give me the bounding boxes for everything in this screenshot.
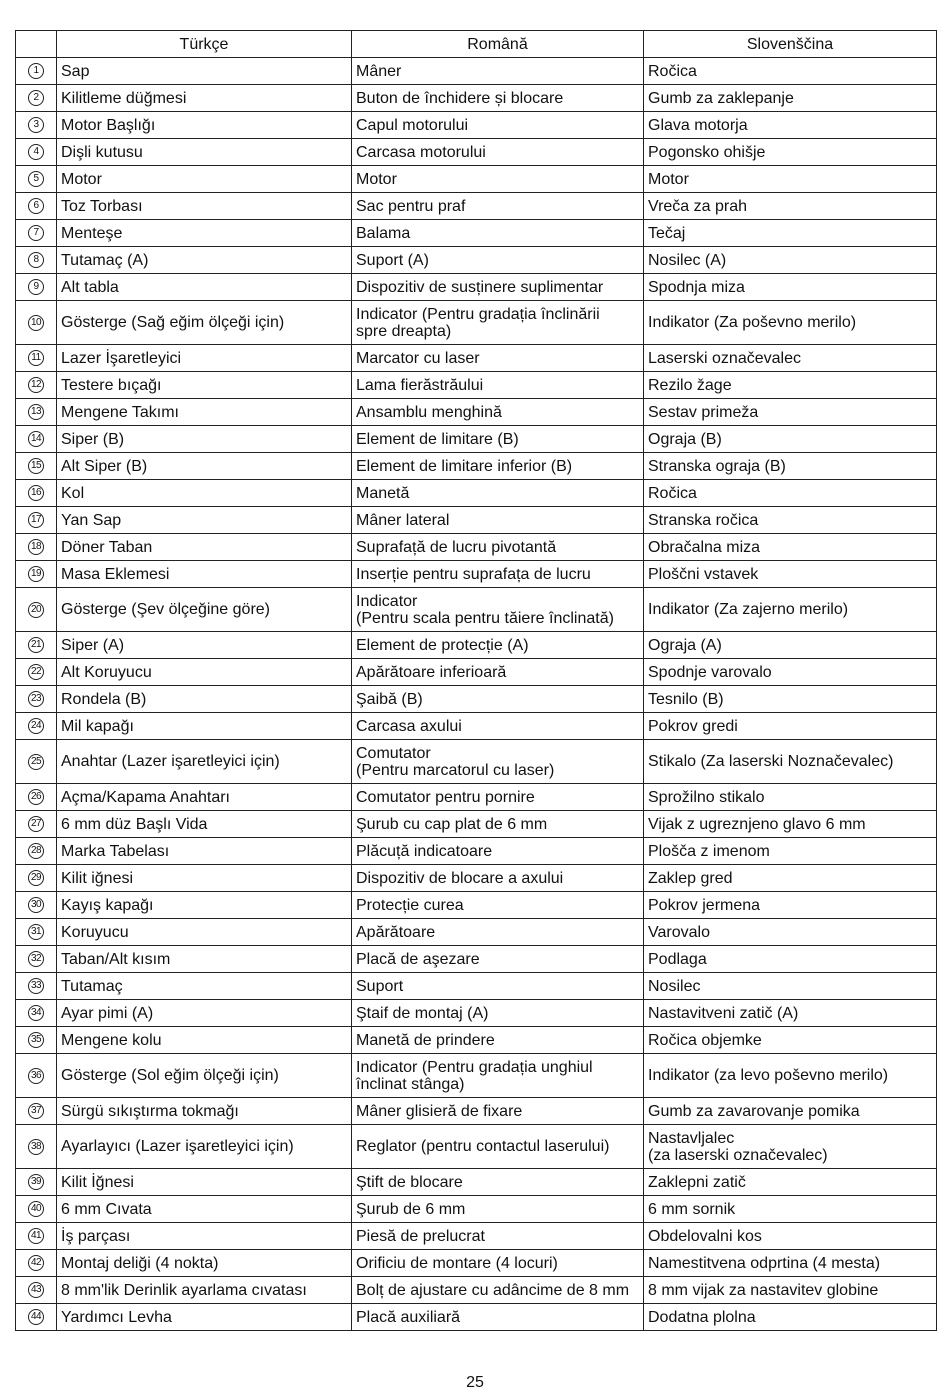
- table-row: [16, 1098, 937, 1125]
- slovenian-name: Podlaga: [644, 946, 937, 973]
- table-row: [16, 345, 937, 372]
- romanian-name: Dispozitiv de susținere suplimentar: [352, 274, 644, 301]
- turkish-name: Lazer İşaretleyici: [57, 345, 352, 372]
- item-number: 39: [28, 1174, 44, 1190]
- romanian-name: Piesă de prelucrat: [352, 1223, 644, 1250]
- romanian-name: Plăcuță indicatoare: [352, 838, 644, 865]
- table-row: [16, 534, 937, 561]
- slovenian-name: 8 mm vijak za nastavitev globine: [644, 1277, 937, 1304]
- item-number-cell: [16, 85, 57, 112]
- romanian-name: Apărătoare: [352, 919, 644, 946]
- table-row: [16, 561, 937, 588]
- item-number: 16: [28, 485, 44, 501]
- turkish-name: Taban/Alt kısım: [57, 946, 352, 973]
- table-row: [16, 1304, 937, 1331]
- item-number-cell: [16, 534, 57, 561]
- romanian-name: Balama: [352, 220, 644, 247]
- slovenian-name: Nastavljalec (za laserski označevalec): [644, 1125, 937, 1169]
- romanian-name: Protecție curea: [352, 892, 644, 919]
- romanian-name: Dispozitiv de blocare a axului: [352, 865, 644, 892]
- turkish-name: Ayarlayıcı (Lazer işaretleyici için): [57, 1125, 352, 1169]
- item-number-cell: [16, 112, 57, 139]
- slovenian-name: Laserski označevalec: [644, 345, 937, 372]
- slovenian-name: Gumb za zavarovanje pomika: [644, 1098, 937, 1125]
- slovenian-name: Tečaj: [644, 220, 937, 247]
- table-row: [16, 811, 937, 838]
- turkish-name: Koruyucu: [57, 919, 352, 946]
- slovenian-name: Indikator (Za zajerno merilo): [644, 588, 937, 632]
- item-number: 21: [28, 637, 44, 653]
- romanian-name: Indicator (Pentru gradația înclinării spre dreapta): [352, 301, 644, 345]
- turkish-name: Siper (A): [57, 632, 352, 659]
- item-number-cell: [16, 1098, 57, 1125]
- item-number: 10: [28, 315, 44, 331]
- table-row: [16, 166, 937, 193]
- item-number-cell: [16, 588, 57, 632]
- romanian-name: Capul motorului: [352, 112, 644, 139]
- item-number-cell: [16, 399, 57, 426]
- table-row: [16, 247, 937, 274]
- slovenian-name: Varovalo: [644, 919, 937, 946]
- romanian-name: Comutator (Pentru marcatorul cu laser): [352, 740, 644, 784]
- item-number: 23: [28, 691, 44, 707]
- table-row: [16, 1054, 937, 1098]
- slovenian-name: Nosilec (A): [644, 247, 937, 274]
- item-number-cell: [16, 946, 57, 973]
- table-row: [16, 399, 937, 426]
- romanian-name: Bolț de ajustare cu adâncime de 8 mm: [352, 1277, 644, 1304]
- header-turkish: Türkçe: [57, 31, 352, 58]
- item-number: 29: [28, 870, 44, 886]
- item-number-cell: [16, 838, 57, 865]
- table-row: [16, 1169, 937, 1196]
- item-number-cell: [16, 453, 57, 480]
- item-number: 28: [28, 843, 44, 859]
- slovenian-name: Stikalo (Za laserski Noznačevalec): [644, 740, 937, 784]
- romanian-name: Indicator (Pentru scala pentru tăiere înclinată): [352, 588, 644, 632]
- turkish-name: Rondela (B): [57, 686, 352, 713]
- turkish-name: Testere bıçağı: [57, 372, 352, 399]
- turkish-name: İş parçası: [57, 1223, 352, 1250]
- item-number: 30: [28, 897, 44, 913]
- item-number: 43: [28, 1282, 44, 1298]
- romanian-name: Marcator cu laser: [352, 345, 644, 372]
- slovenian-name: Indikator (Za poševno merilo): [644, 301, 937, 345]
- turkish-name: Montaj deliği (4 nokta): [57, 1250, 352, 1277]
- turkish-name: Alt Koruyucu: [57, 659, 352, 686]
- item-number: 15: [28, 458, 44, 474]
- item-number: 27: [28, 816, 44, 832]
- item-number: 33: [28, 978, 44, 994]
- romanian-name: Element de limitare inferior (B): [352, 453, 644, 480]
- slovenian-name: Pogonsko ohišje: [644, 139, 937, 166]
- slovenian-name: Gumb za zaklepanje: [644, 85, 937, 112]
- item-number: 19: [28, 566, 44, 582]
- turkish-name: 8 mm'lik Derinlik ayarlama cıvatası: [57, 1277, 352, 1304]
- romanian-name: Carcasa axului: [352, 713, 644, 740]
- item-number-cell: [16, 274, 57, 301]
- slovenian-name: Nosilec: [644, 973, 937, 1000]
- turkish-name: Ayar pimi (A): [57, 1000, 352, 1027]
- table-row: [16, 372, 937, 399]
- slovenian-name: Vreča za prah: [644, 193, 937, 220]
- table-row: [16, 659, 937, 686]
- turkish-name: Tutamaç (A): [57, 247, 352, 274]
- item-number-cell: [16, 1054, 57, 1098]
- item-number-cell: [16, 740, 57, 784]
- item-number-cell: [16, 811, 57, 838]
- romanian-name: Placă auxiliară: [352, 1304, 644, 1331]
- item-number: 1: [28, 63, 44, 79]
- item-number-cell: [16, 1250, 57, 1277]
- romanian-name: Şaibă (B): [352, 686, 644, 713]
- table-row: [16, 1250, 937, 1277]
- table-row: [16, 139, 937, 166]
- item-number: 7: [28, 225, 44, 241]
- item-number: 41: [28, 1228, 44, 1244]
- item-number: 37: [28, 1103, 44, 1119]
- romanian-name: Orificiu de montare (4 locuri): [352, 1250, 644, 1277]
- turkish-name: Mil kapağı: [57, 713, 352, 740]
- slovenian-name: Spodnja miza: [644, 274, 937, 301]
- romanian-name: Suprafață de lucru pivotantă: [352, 534, 644, 561]
- slovenian-name: Spodnje varovalo: [644, 659, 937, 686]
- table-row: [16, 973, 937, 1000]
- item-number-cell: [16, 58, 57, 85]
- item-number-cell: [16, 919, 57, 946]
- table-row: [16, 480, 937, 507]
- table-row: [16, 1196, 937, 1223]
- slovenian-name: Ograja (B): [644, 426, 937, 453]
- table-row: [16, 85, 937, 112]
- turkish-name: Alt tabla: [57, 274, 352, 301]
- header-romanian: Română: [352, 31, 644, 58]
- slovenian-name: Ročica: [644, 480, 937, 507]
- romanian-name: Inserție pentru suprafața de lucru: [352, 561, 644, 588]
- item-number: 12: [28, 377, 44, 393]
- table-row: [16, 946, 937, 973]
- slovenian-name: Obračalna miza: [644, 534, 937, 561]
- item-number-cell: [16, 1223, 57, 1250]
- romanian-name: Suport: [352, 973, 644, 1000]
- turkish-name: Motor Başlığı: [57, 112, 352, 139]
- item-number-cell: [16, 659, 57, 686]
- item-number: 17: [28, 512, 44, 528]
- turkish-name: Dişli kutusu: [57, 139, 352, 166]
- parts-table: [15, 30, 937, 1331]
- table-row: [16, 919, 937, 946]
- turkish-name: Kilit İğnesi: [57, 1169, 352, 1196]
- table-row: [16, 112, 937, 139]
- item-number-cell: [16, 561, 57, 588]
- slovenian-name: Vijak z ugreznjeno glavo 6 mm: [644, 811, 937, 838]
- turkish-name: Anahtar (Lazer işaretleyici için): [57, 740, 352, 784]
- table-row: [16, 713, 937, 740]
- item-number: 36: [28, 1068, 44, 1084]
- slovenian-name: Zaklep gred: [644, 865, 937, 892]
- romanian-name: Carcasa motorului: [352, 139, 644, 166]
- item-number-cell: [16, 865, 57, 892]
- item-number: 42: [28, 1255, 44, 1271]
- turkish-name: Motor: [57, 166, 352, 193]
- romanian-name: Motor: [352, 166, 644, 193]
- slovenian-name: Sprožilno stikalo: [644, 784, 937, 811]
- table-row: [16, 740, 937, 784]
- romanian-name: Şurub cu cap plat de 6 mm: [352, 811, 644, 838]
- table-row: [16, 865, 937, 892]
- slovenian-name: 6 mm sornik: [644, 1196, 937, 1223]
- item-number-cell: [16, 1196, 57, 1223]
- item-number-cell: [16, 247, 57, 274]
- item-number: 31: [28, 924, 44, 940]
- item-number: 5: [28, 171, 44, 187]
- item-number-cell: [16, 372, 57, 399]
- turkish-name: Gösterge (Şev ölçeğine göre): [57, 588, 352, 632]
- turkish-name: Mengene Takımı: [57, 399, 352, 426]
- slovenian-name: Stranska ograja (B): [644, 453, 937, 480]
- page-number: 25: [466, 1374, 484, 1391]
- item-number-cell: [16, 166, 57, 193]
- romanian-name: Element de limitare (B): [352, 426, 644, 453]
- romanian-name: Ansamblu menghină: [352, 399, 644, 426]
- romanian-name: Manetă de prindere: [352, 1027, 644, 1054]
- turkish-name: Gösterge (Sağ eğim ölçeği için): [57, 301, 352, 345]
- table-row: [16, 301, 937, 345]
- turkish-name: Yardımcı Levha: [57, 1304, 352, 1331]
- item-number-cell: [16, 480, 57, 507]
- item-number-cell: [16, 345, 57, 372]
- item-number-cell: [16, 1027, 57, 1054]
- item-number-cell: [16, 301, 57, 345]
- table-row: [16, 1125, 937, 1169]
- item-number: 8: [28, 252, 44, 268]
- table-row: [16, 453, 937, 480]
- item-number: 40: [28, 1201, 44, 1217]
- romanian-name: Reglator (pentru contactul laserului): [352, 1125, 644, 1169]
- item-number: 26: [28, 789, 44, 805]
- romanian-name: Manetă: [352, 480, 644, 507]
- item-number: 13: [28, 404, 44, 420]
- table-row: [16, 686, 937, 713]
- turkish-name: 6 mm düz Başlı Vida: [57, 811, 352, 838]
- item-number-cell: [16, 892, 57, 919]
- slovenian-name: Ročica objemke: [644, 1027, 937, 1054]
- item-number: 20: [28, 602, 44, 618]
- romanian-name: Şurub de 6 mm: [352, 1196, 644, 1223]
- slovenian-name: Glava motorja: [644, 112, 937, 139]
- turkish-name: 6 mm Cıvata: [57, 1196, 352, 1223]
- slovenian-name: Pokrov jermena: [644, 892, 937, 919]
- slovenian-name: Ploščni vstavek: [644, 561, 937, 588]
- item-number: 14: [28, 431, 44, 447]
- slovenian-name: Nastavitveni zatič (A): [644, 1000, 937, 1027]
- romanian-name: Ştaif de montaj (A): [352, 1000, 644, 1027]
- turkish-name: Marka Tabelası: [57, 838, 352, 865]
- turkish-name: Döner Taban: [57, 534, 352, 561]
- item-number: 44: [28, 1309, 44, 1325]
- slovenian-name: Ročica: [644, 58, 937, 85]
- turkish-name: Tutamaç: [57, 973, 352, 1000]
- turkish-name: Sürgü sıkıştırma tokmağı: [57, 1098, 352, 1125]
- romanian-name: Indicator (Pentru gradația unghiul înclinat stânga): [352, 1054, 644, 1098]
- item-number-cell: [16, 139, 57, 166]
- romanian-name: Ştift de blocare: [352, 1169, 644, 1196]
- slovenian-name: Obdelovalni kos: [644, 1223, 937, 1250]
- romanian-name: Mâner glisieră de fixare: [352, 1098, 644, 1125]
- table-row: [16, 507, 937, 534]
- table-row: [16, 1223, 937, 1250]
- table-row: [16, 892, 937, 919]
- romanian-name: Mâner: [352, 58, 644, 85]
- item-number: 6: [28, 198, 44, 214]
- table-row: [16, 220, 937, 247]
- item-number: 25: [28, 754, 44, 770]
- table-row: [16, 784, 937, 811]
- turkish-name: Menteşe: [57, 220, 352, 247]
- item-number-cell: [16, 220, 57, 247]
- turkish-name: Kol: [57, 480, 352, 507]
- romanian-name: Buton de închidere și blocare: [352, 85, 644, 112]
- slovenian-name: Stranska ročica: [644, 507, 937, 534]
- slovenian-name: Ograja (A): [644, 632, 937, 659]
- turkish-name: Gösterge (Sol eğim ölçeği için): [57, 1054, 352, 1098]
- romanian-name: Lama fierăstrăului: [352, 372, 644, 399]
- item-number: 24: [28, 718, 44, 734]
- slovenian-name: Plošča z imenom: [644, 838, 937, 865]
- table-row: [16, 838, 937, 865]
- item-number-cell: [16, 1125, 57, 1169]
- item-number-cell: [16, 1000, 57, 1027]
- item-number: 38: [28, 1139, 44, 1155]
- turkish-name: Alt Siper (B): [57, 453, 352, 480]
- table-row: [16, 426, 937, 453]
- slovenian-name: Sestav primeža: [644, 399, 937, 426]
- item-number-cell: [16, 1169, 57, 1196]
- slovenian-name: Indikator (za levo poševno merilo): [644, 1054, 937, 1098]
- romanian-name: Comutator pentru pornire: [352, 784, 644, 811]
- item-number: 35: [28, 1032, 44, 1048]
- slovenian-name: Dodatna plolna: [644, 1304, 937, 1331]
- romanian-name: Element de protecție (A): [352, 632, 644, 659]
- item-number-cell: [16, 507, 57, 534]
- romanian-name: Placă de aşezare: [352, 946, 644, 973]
- item-number-cell: [16, 426, 57, 453]
- item-number-cell: [16, 1277, 57, 1304]
- romanian-name: Suport (A): [352, 247, 644, 274]
- item-number: 32: [28, 951, 44, 967]
- slovenian-name: Tesnilo (B): [644, 686, 937, 713]
- table-row: [16, 274, 937, 301]
- item-number-cell: [16, 713, 57, 740]
- item-number-cell: [16, 632, 57, 659]
- item-number: 2: [28, 90, 44, 106]
- header-number-cell: [16, 31, 57, 58]
- item-number-cell: [16, 784, 57, 811]
- slovenian-name: Namestitvena odprtina (4 mesta): [644, 1250, 937, 1277]
- slovenian-name: Zaklepni zatič: [644, 1169, 937, 1196]
- table-row: [16, 193, 937, 220]
- item-number-cell: [16, 193, 57, 220]
- item-number-cell: [16, 686, 57, 713]
- turkish-name: Kilit iğnesi: [57, 865, 352, 892]
- turkish-name: Masa Eklemesi: [57, 561, 352, 588]
- table-row: [16, 1027, 937, 1054]
- turkish-name: Mengene kolu: [57, 1027, 352, 1054]
- item-number: 9: [28, 279, 44, 295]
- item-number: 3: [28, 117, 44, 133]
- table-row: [16, 588, 937, 632]
- slovenian-name: Rezilo žage: [644, 372, 937, 399]
- turkish-name: Yan Sap: [57, 507, 352, 534]
- item-number: 11: [28, 350, 44, 366]
- turkish-name: Siper (B): [57, 426, 352, 453]
- slovenian-name: Pokrov gredi: [644, 713, 937, 740]
- turkish-name: Sap: [57, 58, 352, 85]
- slovenian-name: Motor: [644, 166, 937, 193]
- header-row: [16, 31, 937, 58]
- table-row: [16, 632, 937, 659]
- romanian-name: Mâner lateral: [352, 507, 644, 534]
- table-row: [16, 1000, 937, 1027]
- romanian-name: Sac pentru praf: [352, 193, 644, 220]
- item-number: 34: [28, 1005, 44, 1021]
- item-number: 18: [28, 539, 44, 555]
- item-number-cell: [16, 1304, 57, 1331]
- turkish-name: Kayış kapağı: [57, 892, 352, 919]
- turkish-name: Toz Torbası: [57, 193, 352, 220]
- item-number-cell: [16, 973, 57, 1000]
- table-row: [16, 1277, 937, 1304]
- turkish-name: Açma/Kapama Anahtarı: [57, 784, 352, 811]
- table-row: [16, 58, 937, 85]
- header-slovenian: Slovenščina: [644, 31, 937, 58]
- turkish-name: Kilitleme düğmesi: [57, 85, 352, 112]
- item-number: 22: [28, 664, 44, 680]
- romanian-name: Apărătoare inferioară: [352, 659, 644, 686]
- item-number: 4: [28, 144, 44, 160]
